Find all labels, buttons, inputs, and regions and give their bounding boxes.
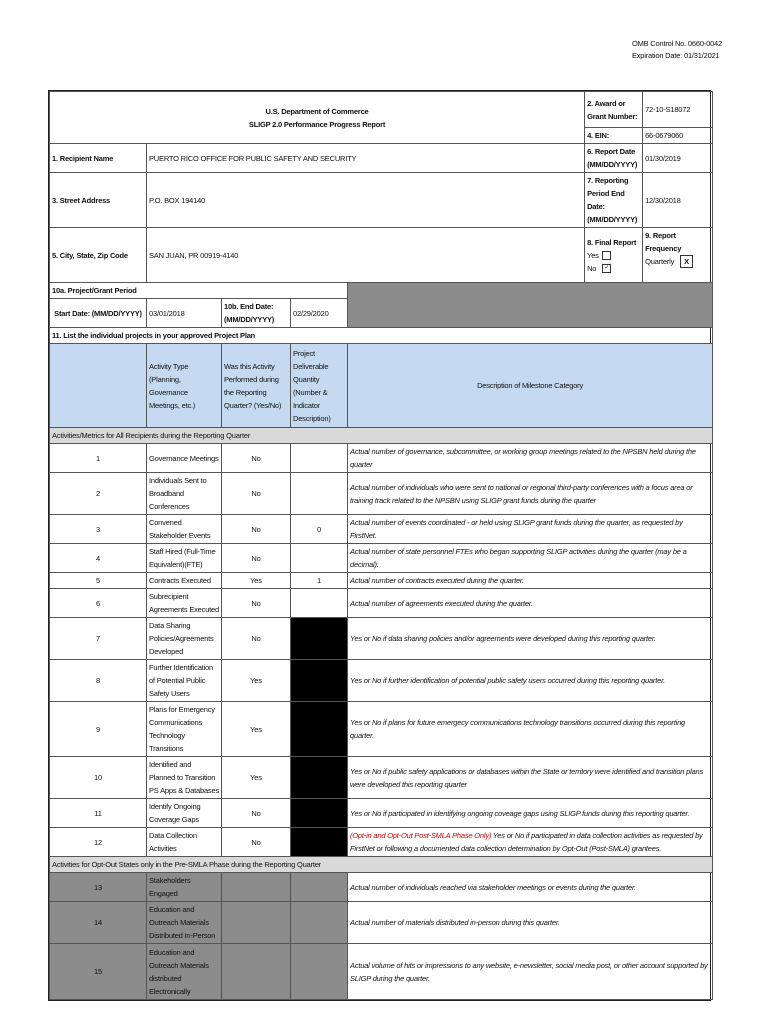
- activity-type: Plans for Emergency Communications Technology Transitions: [147, 702, 222, 757]
- milestone-description: [348, 828, 713, 857]
- omb-control-number: OMB Control No. 0660-0042: [631, 39, 722, 48]
- milestone-description: Actual volume of hits or impressions to any website, e-newsletter, social media post, or other account supported by SLIGP during the quarter.: [348, 944, 713, 1000]
- activity-performed: [222, 873, 291, 902]
- final-report-yes: [587, 249, 640, 262]
- activity-performed: No: [222, 799, 291, 828]
- table-row: [50, 444, 713, 473]
- row-number: 13: [50, 873, 147, 902]
- table-row: [50, 873, 713, 902]
- recipient-name-label: 1. Recipient Name: [50, 144, 147, 173]
- row-number: 10: [50, 757, 147, 799]
- report-frequency-quarterly: [645, 255, 710, 268]
- deliverable-quantity: 0: [291, 515, 348, 544]
- start-date-label: Start Date: (MM/DD/YYYY): [50, 299, 147, 328]
- activity-type: Identified and Planned to Transition PS Apps & Databases: [147, 757, 222, 799]
- department-name: U.S. Department of Commerce: [265, 106, 369, 116]
- column-header-number: [50, 344, 147, 428]
- activity-performed: No: [222, 515, 291, 544]
- activity-type: Data Collection Activities: [147, 828, 222, 857]
- milestone-description: [348, 473, 713, 515]
- report-title: SLIGP 2.0 Performance Progress Report: [248, 119, 386, 129]
- milestone-text: Yes or No if further identification of potential public safety users occurred during this reporting quarter.: [350, 676, 665, 685]
- row-number: 1: [50, 444, 147, 473]
- milestone-text: Actual number of events coordinated - or held using SLIGP grant funds during the quarter, as requested by FirstNet.: [350, 518, 683, 540]
- start-date-value: 03/01/2018: [147, 299, 222, 328]
- row-number: 12: [50, 828, 147, 857]
- deliverable-quantity: [291, 544, 348, 573]
- table-row: [50, 544, 713, 573]
- reporting-period-end-label: 7. Reporting Period End Date: (MM/DD/YYYY): [585, 173, 643, 228]
- performance-report-form: [48, 90, 711, 1001]
- table-row: [50, 944, 713, 1000]
- deliverable-quantity: 1: [291, 573, 348, 589]
- activity-performed: No: [222, 828, 291, 857]
- table-row: [50, 660, 713, 702]
- milestone-description: [348, 544, 713, 573]
- milestone-text: Yes or No if participated in identifying ongoing coveage gaps using SLIGP funds during this reporting quarter.: [350, 808, 690, 818]
- deliverable-quantity: [291, 757, 348, 799]
- table-row: [50, 828, 713, 857]
- table-row: [50, 799, 713, 828]
- row-number: 8: [50, 660, 147, 702]
- report-frequency-value: Quarterly: [645, 257, 675, 266]
- activity-type: Further Identification of Potential Public Safety Users: [147, 660, 222, 702]
- deliverable-quantity: [291, 660, 348, 702]
- milestone-description: [348, 757, 713, 799]
- milestone-text: Actual number of state personnel FTEs who began supporting SLIGP activities during the quarter (may be a decimal).: [350, 547, 687, 569]
- activity-performed: [222, 944, 291, 1000]
- activity-type: Identify Ongoing Coverage Gaps: [147, 799, 222, 828]
- activity-performed: No: [222, 473, 291, 515]
- table-row: [50, 618, 713, 660]
- milestone-text: Actual number of contracts executed during the quarter.: [350, 576, 524, 585]
- project-list-label: 11. List the individual projects in your approved Project Plan: [50, 328, 713, 344]
- project-period-label: 10a. Project/Grant Period: [50, 283, 348, 299]
- row-number: 4: [50, 544, 147, 573]
- award-number-value: 72-10-S18072: [643, 92, 713, 128]
- milestone-description: [348, 702, 713, 757]
- row-number: 7: [50, 618, 147, 660]
- shaded-block: [348, 283, 713, 328]
- ein-value: 66-0679060: [643, 128, 713, 144]
- deliverable-quantity: [291, 702, 348, 757]
- section-opt-out: Activities for Opt-Out States only in the Pre-SMLA Phase during the Reporting Quarter: [50, 857, 713, 873]
- deliverable-quantity: [291, 589, 348, 618]
- award-number-label: 2. Award or Grant Number:: [585, 92, 643, 128]
- report-frequency-cell: [643, 228, 713, 283]
- milestone-description: [348, 589, 713, 618]
- end-date-label: 10b. End Date: (MM/DD/YYYY): [222, 299, 291, 328]
- activity-performed: Yes: [222, 757, 291, 799]
- milestone-description: [348, 618, 713, 660]
- street-address-value: P.O. BOX 194140: [147, 173, 585, 228]
- final-report-no-label: No: [587, 263, 597, 273]
- report-table: [49, 91, 713, 1000]
- milestone-description: [348, 573, 713, 589]
- omb-info: [632, 38, 722, 62]
- report-date-label: 6. Report Date (MM/DD/YYYY): [585, 144, 643, 173]
- table-row: [50, 757, 713, 799]
- table-row: [50, 902, 713, 944]
- activity-type: Education and Outreach Materials distributed Electronically: [147, 944, 222, 1000]
- activity-performed: Yes: [222, 660, 291, 702]
- milestone-text: Actual number of agreements executed during the quarter.: [350, 598, 533, 608]
- column-header-activity: Activity Type (Planning, Governance Meetings, etc.): [147, 344, 222, 428]
- row-number: 15: [50, 944, 147, 1000]
- omb-expiration-date: Expiration Date: 01/31/2021: [631, 51, 720, 60]
- report-frequency-label: 9. Report Frequency: [645, 231, 682, 253]
- deliverable-quantity: [291, 944, 348, 1000]
- final-report-cell: [585, 228, 643, 283]
- column-header-performed: Was this Activity Performed during the Reporting Quarter? (Yes/No): [222, 344, 291, 428]
- milestone-description: [348, 515, 713, 544]
- activity-type: Contracts Executed: [147, 573, 222, 589]
- deliverable-quantity: [291, 902, 348, 944]
- table-row: [50, 515, 713, 544]
- milestone-description: Actual number of individuals reached via stakeholder meetings or events during the quarter.: [348, 873, 713, 902]
- activity-performed: No: [222, 544, 291, 573]
- milestone-text: Yes or No if data sharing policies and/or agreements were developed during this reporting quarter.: [350, 634, 656, 643]
- activity-performed: No: [222, 618, 291, 660]
- milestone-text: Yes or No if participated in data collection activities as requested by FirstNet or following a documented data collection determination by Opt-Out (Post-SMLA) grantees.: [350, 831, 703, 853]
- activity-performed: Yes: [222, 702, 291, 757]
- column-header-description: Description of Milestone Category: [348, 344, 713, 428]
- deliverable-quantity: [291, 828, 348, 857]
- milestone-text: Actual number of individuals who were sent to national or regional third-party conferences with a focus area or training track related to the NPSBN using SLIGP grant funds during the quarter: [350, 482, 693, 505]
- activity-performed: No: [222, 444, 291, 473]
- row-number: 5: [50, 573, 147, 589]
- reporting-period-end-value: 12/30/2018: [643, 173, 713, 228]
- table-row: [50, 702, 713, 757]
- activity-type: Data Sharing Policies/Agreements Developed: [147, 618, 222, 660]
- table-row: [50, 573, 713, 589]
- final-report-no: [587, 262, 640, 275]
- milestone-description: [348, 660, 713, 702]
- final-report-no-checkbox[interactable]: ✓: [602, 264, 611, 273]
- milestone-text: Actual number of governance, subcommittee, or working group meetings related to the NPSBN held during the quarter: [350, 447, 696, 469]
- all-recipients-rows: [50, 444, 713, 857]
- activity-type: Stakeholders Engaged: [147, 873, 222, 902]
- deliverable-quantity: [291, 473, 348, 515]
- final-report-yes-label: Yes: [587, 250, 599, 260]
- row-number: 14: [50, 902, 147, 944]
- activity-type: Education and Outreach Materials Distributed In-Person: [147, 902, 222, 944]
- activity-performed: Yes: [222, 573, 291, 589]
- milestone-description: [348, 444, 713, 473]
- activity-type: Subrecipient Agreements Executed: [147, 589, 222, 618]
- ein-label: 4. EIN:: [585, 128, 643, 144]
- final-report-label: 8. Final Report: [587, 237, 637, 247]
- header-block: [50, 92, 585, 144]
- city-state-zip-label: 5. City, State, Zip Code: [50, 228, 147, 283]
- activity-performed: [222, 902, 291, 944]
- deliverable-quantity: [291, 444, 348, 473]
- activity-type: Individuals Sent to Broadband Conferences: [147, 473, 222, 515]
- end-date-value: 02/29/2020: [291, 299, 348, 328]
- activity-performed: No: [222, 589, 291, 618]
- row-number: 9: [50, 702, 147, 757]
- row-number: 2: [50, 473, 147, 515]
- activity-type: Staff Hired (Full-Time Equivalent)(FTE): [147, 544, 222, 573]
- quarterly-checkbox[interactable]: X: [680, 255, 693, 268]
- deliverable-quantity: [291, 799, 348, 828]
- deliverable-quantity: [291, 873, 348, 902]
- milestone-text: Yes or No if public safety applications or databases within the State or territory were identified and transition plans were developed this reporting quarter: [350, 766, 704, 789]
- deliverable-quantity: [291, 618, 348, 660]
- report-date-value: 01/30/2019: [643, 144, 713, 173]
- activity-type: Governance Meetings: [147, 444, 222, 473]
- milestone-description: [348, 799, 713, 828]
- milestone-text: Yes or No if plans for future emergecy communications technology transitions occurred during this reporting quarter.: [350, 718, 686, 740]
- final-report-yes-checkbox[interactable]: [602, 251, 611, 260]
- section-all-recipients: Activities/Metrics for All Recipients during the Reporting Quarter: [50, 428, 713, 444]
- street-address-label: 3. Street Address: [50, 173, 147, 228]
- row-number: 3: [50, 515, 147, 544]
- city-state-zip-value: SAN JUAN, PR 00919-4140: [147, 228, 585, 283]
- table-row: [50, 473, 713, 515]
- activity-type: Convened Stakeholder Events: [147, 515, 222, 544]
- table-row: [50, 589, 713, 618]
- opt-out-rows: [50, 873, 713, 1000]
- milestone-note: (Opt-in and Opt-Out Post-SMLA Phase Only): [350, 831, 492, 840]
- row-number: 11: [50, 799, 147, 828]
- recipient-name-value: PUERTO RICO OFFICE FOR PUBLIC SAFETY AND SECURITY: [147, 144, 585, 173]
- column-header-deliverable: Project Deliverable Quantity (Number & Indicator Description): [291, 344, 348, 428]
- milestone-description: Actual number of materials distributed in-person during this quarter.: [348, 902, 713, 944]
- row-number: 6: [50, 589, 147, 618]
